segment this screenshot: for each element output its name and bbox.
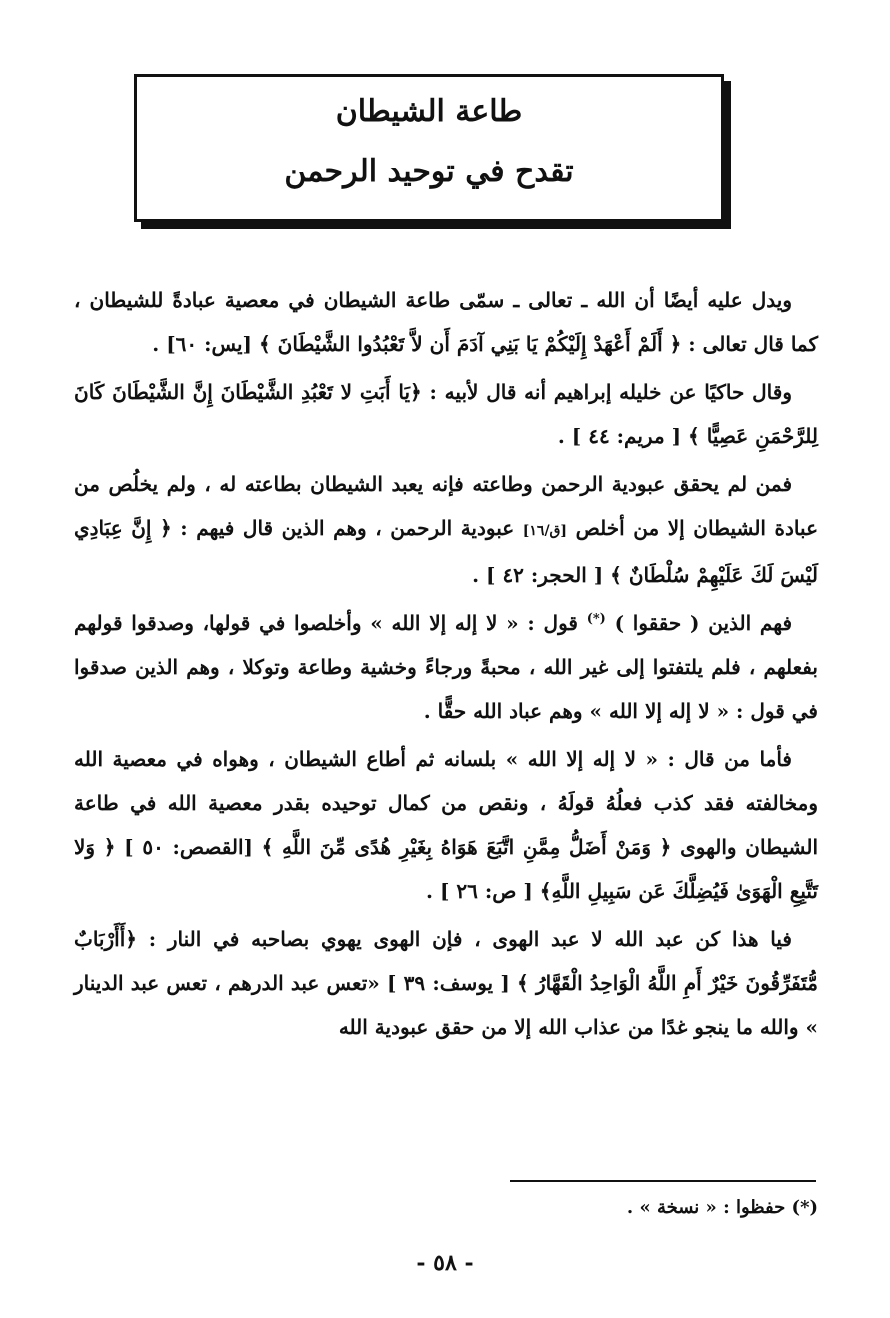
chapter-title-box — [134, 74, 724, 222]
paragraph-1: ويدل عليه أيضًا أن الله ـ تعالى ـ سمّى طاعة الشيطان في معصية عبادةً للشيطان ، كما قال تعالى : ﴿ أَلَمْ أَعْهَدْ إِلَيْكُمْ يَا بَنِي آدَمَ أَن لاَّ تَعْبُدُوا الشَّيْطَانَ ﴾ [يس: ٦٠] . — [74, 288, 818, 356]
chapter-title-line-2: تقدح في توحيد الرحمن — [284, 154, 574, 189]
paragraph-5: فأما من قال : « لا إله إلا الله » بلسانه ثم أطاع الشيطان ، وهواه في معصية الله ومخالفته فقد كذب فعلُهُ قولَهُ ، ونقص من كمال توحيده بقدر معصية الله في طاعة الشيطان والهوى ﴿ وَمَنْ أَضَلُّ مِمَّنِ اتَّبَعَ هَوَاهُ بِغَيْرِ هُدًى مِّنَ اللَّهِ ﴾ [القصص: ٥٠ ] ﴿ وَلا تَتَّبِعِ الْهَوَىٰ فَيُضِلَّكَ عَن سَبِيلِ اللَّهِ﴾ [ ص: ٢٦ ] . — [74, 747, 818, 903]
paragraph-6: فيا هذا كن عبد الله لا عبد الهوى ، فإن الهوى يهوي بصاحبه في النار : ﴿أَأَرْبَابٌ مُّتَفَرِّقُونَ خَيْرٌ أَمِ اللَّهُ الْوَاحِدُ الْقَهَّارُ ﴾ [ يوسف: ٣٩ ] «تعس عبد الدرهم ، تعس عبد الدينار » والله ما ينجو غدًا من عذاب الله إلا من حقق عبودية الله — [74, 927, 818, 1039]
manuscript-page-ref: [ق/١٦] — [522, 523, 568, 539]
paragraph-3-text-before: فمن لم يحقق عبودية الرحمن وطاعته فإنه يعبد الشيطان بطاعته له ، ولم يخلُص من عبادة الشيطان إلا من أخلص — [74, 472, 818, 540]
footnote-divider — [510, 1180, 816, 1182]
paragraph-4 — [74, 601, 818, 733]
footnote-marker: (*) — [586, 611, 606, 627]
paragraph-3 — [74, 462, 818, 597]
body-text — [74, 278, 818, 1053]
page-number: - ٥٨ - — [416, 1250, 474, 1276]
paragraph-4-text-before: فهم الذين ( حققوا ) — [614, 611, 793, 635]
paragraph-2: وقال حاكيًا عن خليله إبراهيم أنه قال لأبيه : ﴿يَا أَبَتِ لا تَعْبُدِ الشَّيْطَانَ إِنَّ الشَّيْطَانَ كَانَ لِلرَّحْمَنِ عَصِيًّا ﴾ [ مريم: ٤٤ ] . — [74, 380, 818, 448]
footnote: (*) حفظوا : « نسخة » . — [626, 1197, 818, 1218]
chapter-title-line-1: طاعة الشيطان — [335, 94, 523, 129]
paragraph-4-text-after: قول : « لا إله إلا الله » وأخلصوا في قولها، وصدقوا قولهم بفعلهم ، فلم يلتفتوا إلى غير الله ، محبةً ورجاءً وخشية وطاعة وتوكلا ، وهم الذين صدقوا في قول : « لا إله إلا الله » وهم عباد الله حقًّا . — [74, 611, 818, 723]
paragraph-3-text-after: عبودية الرحمن ، وهم الذين قال فيهم : ﴿ إِنَّ عِبَادِي لَيْسَ لَكَ عَلَيْهِمْ سُلْطَانٌ ﴾ [ الحجر: ٤٢ ] . — [74, 516, 818, 587]
